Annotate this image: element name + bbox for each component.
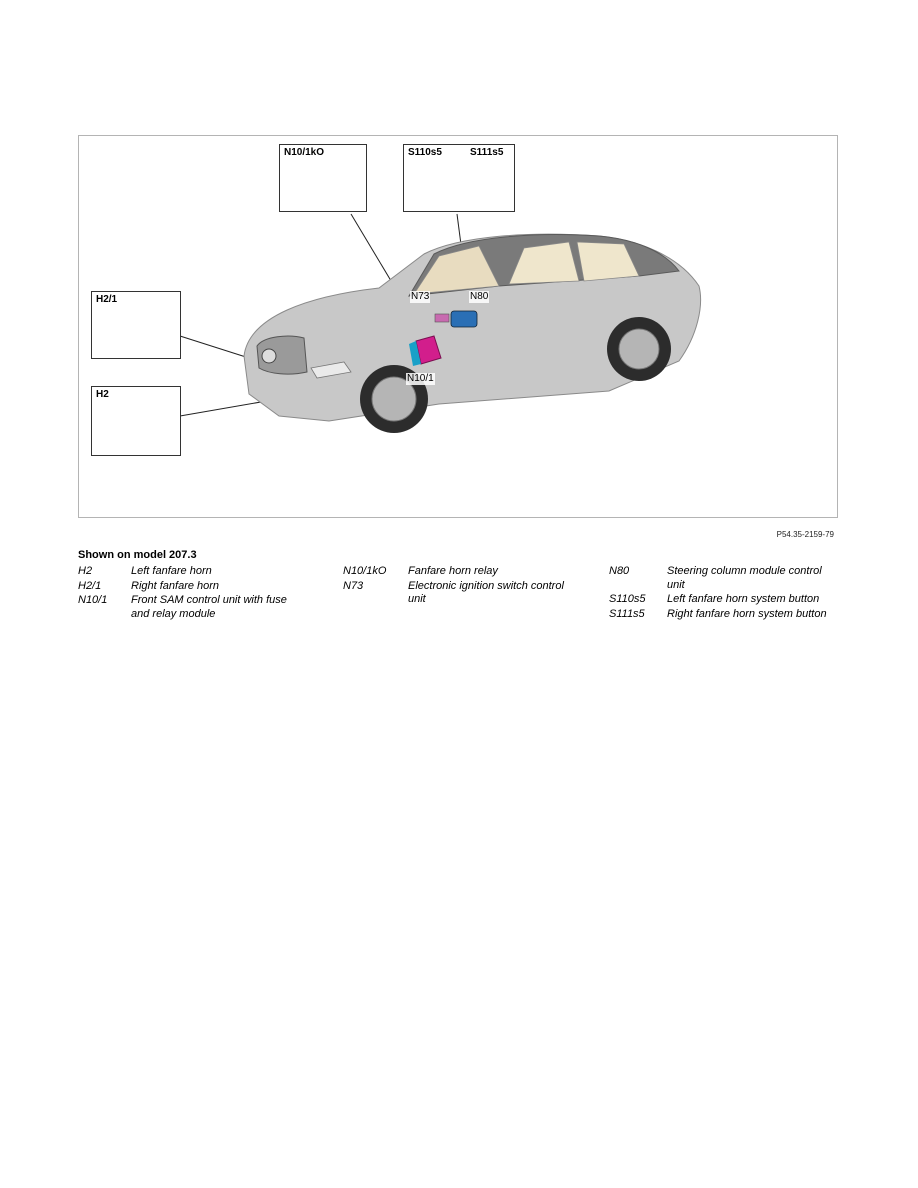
callout-h2-1: H2/1: [96, 294, 118, 305]
legend-desc: Fanfare horn relay: [408, 565, 498, 577]
legend-desc: Right fanfare horn system button: [667, 607, 827, 620]
legend-row: [609, 593, 841, 607]
callout-s111s5: S111s5: [470, 147, 504, 158]
legend-desc: Front SAM control unit with fuse and relay module: [131, 594, 287, 620]
legend-code: N10/1kO: [343, 565, 387, 577]
callout-n10-1ko: N10/1kO: [284, 147, 325, 158]
legend-column-1: [78, 565, 308, 622]
legend-code: H2/1: [78, 579, 102, 592]
legend-row: [78, 594, 308, 621]
legend-column-3: [609, 565, 841, 622]
right-horn-inset: [91, 291, 181, 359]
legend-column-2: [343, 565, 578, 608]
legend-row: [78, 580, 308, 594]
steering-module-shape: [451, 311, 477, 327]
callout-h2: H2: [96, 389, 109, 400]
legend-code: N10/1: [78, 594, 108, 606]
legend-code: S110s5: [609, 593, 646, 605]
legend-code: S111s5: [609, 607, 645, 620]
relay-inset: [279, 144, 367, 212]
legend-row: [609, 565, 841, 592]
legend-desc: Left fanfare horn system button: [667, 593, 820, 605]
legend-desc: Steering column module control unit: [667, 565, 822, 591]
legend-row: [343, 580, 578, 607]
legend-desc: Electronic ignition switch control unit: [408, 579, 564, 605]
legend-code: H2: [78, 565, 93, 577]
component-location-figure: [78, 135, 838, 518]
callout-n73: N73: [411, 291, 430, 302]
callout-n10-1: N10/1: [407, 373, 434, 384]
ignition-switch-shape: [435, 314, 449, 322]
figure-reference: P54.35-2159-79: [776, 530, 834, 539]
legend-desc: Right fanfare horn: [131, 579, 220, 592]
legend-code: N73: [343, 579, 364, 592]
left-horn-inset: [91, 386, 181, 456]
legend-row: [78, 565, 308, 579]
legend-row: [609, 608, 841, 622]
steering-wheel-inset: [403, 144, 515, 212]
legend-row: [343, 565, 578, 579]
callout-s110s5: S110s5: [408, 147, 442, 158]
legend-desc: Left fanfare horn: [131, 565, 212, 577]
callout-n80: N80: [470, 291, 489, 302]
car-body: [244, 234, 701, 433]
legend-code: N80: [609, 565, 630, 577]
legend-title: Shown on model 207.3: [78, 549, 197, 561]
